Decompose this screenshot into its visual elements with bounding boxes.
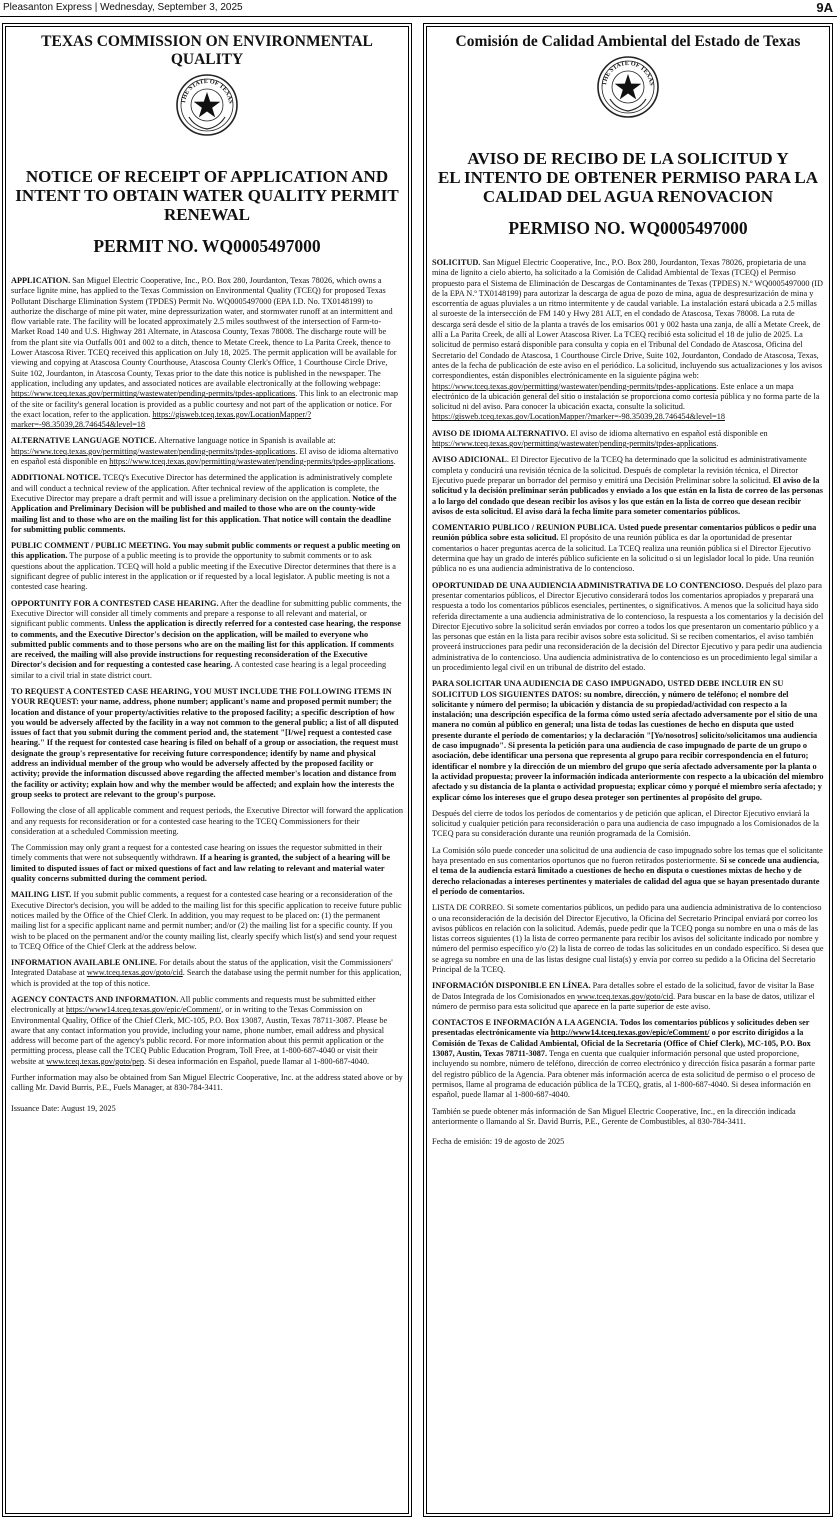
- pep-link[interactable]: www.tceq.texas.gov/goto/pep: [46, 1056, 145, 1066]
- masthead: [0, 0, 837, 17]
- additional-notice-paragraph: ADDITIONAL NOTICE. TCEQ's Executive Director has determined the application is administratively complete and will conduct a technical review of the application. After technical review of the application is complete, the Executive Director may prepare a draft permit and will issue a preliminary decision on the application. Notice of the Application and Preliminary Decision will be published and mailed to those who are on the county-wide mailing list and to those who are on the mailing list for this application. That notice will contain the deadline for submitting public comments.: [11, 473, 397, 534]
- mailing-list-paragraph: MAILING LIST. If you submit public comments, a request for a contested case hearing or a reconsideration of the Executive Director's decision, you will be added to the mailing list for this specific application to receive future public notices mailed by the Office of the Chief Clerk. In addition, you may request to be placed on: (1) the permanent mailing list for a specific applicant name and permit number; and/or (2) the mailing list for a specific county. If you wish to be placed on the permanent and/or the county mailing list, clearly specify which list(s) and send your request to TCEQ Office of the Chief Clerk at the address below.: [11, 890, 402, 951]
- page-number: 9A: [816, 0, 833, 15]
- aviso-adicional-paragraph: AVISO ADICIONAL. El Director Ejecutivo de la TCEQ ha determinado que la solicitud es administrativamente completa y conducirá una revisión técnica de la solicitud. Después de completar la revisión técnica, el Director Ejecutivo puede preparar un borrador del permiso y emitirá una Decisión Preliminar sobre la solicitud. El aviso de la solicitud y la decisión preliminar serán publicados y enviado a los que están en la lista de correo de las personas a lo largo del condado que desean recibir los avisos y los que están en la lista de correo que desean recibir avisos de esta solicitud. El aviso dará la fecha límite para someter comentarios públicos.: [432, 455, 823, 516]
- notice-title-english: NOTICE OF RECEIPT OF APPLICATION AND INTENT TO OBTAIN WATER QUALITY PERMIT RENEWAL: [15, 167, 399, 224]
- mapa-link[interactable]: https://gisweb.tceq.texas.gov/LocationMapper/?marker=-98.35039,28.746454&level=18: [432, 412, 725, 422]
- info-online-paragraph: INFORMATION AVAILABLE ONLINE. For details about the status of the application, visit the Commissioners' Integrated Database at www.tceq.texas.gov/goto/cid. Search the database using the permit number for this application, which is provided at the top of this notice.: [11, 958, 402, 988]
- alternative-language-paragraph: ALTERNATIVE LANGUAGE NOTICE. Alternative language notice in Spanish is available at: https://www.tceq.texas.gov/permitting/wastewater/pending-permits/tpdes-applications. El aviso de idioma alternativo en español está disponible en https://www.tceq.texas.gov/permitting/wastewater/pending-permits/tpdes-applications.: [11, 436, 399, 467]
- application-link[interactable]: https://www.tceq.texas.gov/permitting/wastewater/pending-permits/tpdes-applications: [11, 389, 296, 399]
- tambien-paragraph: También se puede obtener más información de San Miguel Electric Cooperative, Inc., en la dirección indicada anteriormente o llamando al Sr. David Burris, P.E., Gerente de Combustibles, al 830-784-3411.: [432, 1106, 796, 1126]
- request-hearing-paragraph: TO REQUEST A CONTESTED CASE HEARING, YOU MUST INCLUDE THE FOLLOWING ITEMS IN YOUR REQUEST: your name, address, phone number; applicant's name and proposed permit number; the location and distance of your property/activities relative to the proposed facility; a specific description of how you would be adversely affected by the facility in a way not common to the general public; a list of all disputed issues of fact that you submit during the comment period and, the statement "[I/we] request a contested case hearing." If the request for contested case hearing is filed on behalf of a group or association, the request must designate the group's representative for receiving future correspondence; identify by name and physical address an individual member of the group who would be adversely affected by the proposed facility or activity; provide the information discussed above regarding the affected member's location and distance from the facility or activity; explain how and why the member would be affected; and explain how the interests the group seeks to protect are relevant to the group's purpose.: [11, 686, 399, 799]
- application-paragraph: APPLICATION. San Miguel Electric Cooperative, Inc., P.O. Box 280, Jourdanton, Texas 78026, which owns a surface lignite mine, has applied to the Texas Commission on Environmental Quality (TCEQ) for proposed Texas Pollutant Discharge Elimination System (TPDES) Permit No. WQ0005497000 (EPA I.D. No. TX0148199) to authorize the discharge of mine pit water, mine depressurization water, and stormwater runoff at an intermittent and flow variable rate. The facility will be located approximately 2.5 miles southwest of the intersection of Farm-to-Market Road 140 and U.S. Highway 281 Alternate, in Atascosa County, Texas 78008. The discharge route will be from the plant site via Outfalls 001 and 002 to a ditch, thence to Metate Creek, thence to La Parita Creek, thence to Lower Atascosa River. TCEQ received this application on July 18, 2025. The permit application will be available for viewing and copying at Atascosa County Courthouse, Atascosa County Clerk's Office, 1 Courthouse Circle Drive, Suite 102, Jourdanton, in Atascosa County, Texas prior to the date this notice is published in the newspaper. The application, including any updates, and associated notices are available electronically at the following webpage: https://www.tceq.texas.gov/permitting/wastewater/pending-permits/tpdes-applications. This link to an electronic map of the site or facility's general location is provided as a public courtesy and not part of the application or notice. For the exact location, refer to the application. https://gisweb.tceq.texas.gov/LocationMapper/?marker=-98.35039,28.746454&level=18: [11, 276, 398, 430]
- agency-title-spanish: Comisión de Calidad Ambiental del Estado de Texas: [455, 33, 801, 50]
- despues-paragraph: Después del cierre de todos los períodos de comentarios y de petición que aplican, el Director Ejecutivo enviará la solicitud y cualquier petición para reconsideración o para una audiencia de caso impugnado a los Comisionados de la TCEQ para su consideración durante una reunión programada de la Comisión.: [432, 808, 819, 839]
- permit-number-spanish: PERMISO NO. WQ0005497000: [508, 218, 748, 238]
- contested-hearing-paragraph: OPPORTUNITY FOR A CONTESTED CASE HEARING. After the deadline for submitting public comments, the Executive Director will consider all timely comments and prepare a response to all relevant and material, or significant public comments. Unless the application is directly referred for a contested case hearing, the response to comments, and the Executive Director's decision on the application, will be mailed to everyone who submitted public comments and to those persons who are on the mailing list for this application. If comments are received, the mailing will also provide instructions for requesting reconsideration of the Executive Director's decision and for requesting a contested case hearing. A contested case hearing is a legal proceeding similar to a civil trial in state district court.: [11, 598, 402, 680]
- map-link[interactable]: https://gisweb.tceq.texas.gov/LocationMapper/?marker=-98.35039,28.746454&level=18: [11, 409, 312, 430]
- cid-link-es[interactable]: www.tceq.texas.gov/goto/cid: [577, 991, 673, 1001]
- informacion-linea-paragraph: INFORMACIÓN DISPONIBLE EN LÍNEA. Para detalles sobre el estado de la solicitud, favor de visitar la Base de Datos Integrada de los Comisionados en www.tceq.texas.gov/goto/cid. Para buscar en la base de datos, utilizar el número de permiso para esta solicitud que aparece en la parte superior de este aviso.: [432, 981, 815, 1011]
- following-paragraph: Following the close of all applicable comment and request periods, the Executive Director will forward the application and any requests for reconsideration or for a contested case hearing to the TCEQ Commissioners for their consideration at a scheduled Commission meeting.: [11, 806, 403, 836]
- publication-line: Pleasanton Express | Wednesday, September 3, 2025: [3, 2, 243, 13]
- oportunidad-audiencia-paragraph: OPORTUNIDAD DE UNA AUDIENCIA ADMINISTRATIVA DE LO CONTENCIOSO. Después del plazo para presentar comentarios públicos, el Director Ejecutivo considerará todos los comentarios apropiados y preparará una respuesta a todo los comentarios públicos esenciales, pertinentes, o significativos. A menos que la solicitud haya sido referida directamente a una audiencia administrativa de lo contencioso, la respuesta a los comentarios y la decisión del Director Ejecutivo sobre la solicitud serán enviados por correo a todos los que presentaron un comentario público y a las personas que están en la lista para recibir avisos sobre esta solicitud. Si se reciben comentarios, el aviso también proveerá instrucciones para pedir una reconsideración de la decisión del Director Ejecutivo y para pedir una audiencia administrativa de lo contencioso. Una audiencia administrativa de lo contencioso es un procedimiento legal similar a un procedimiento legal civil en un tribunal de distrito del estado.: [432, 580, 824, 672]
- idioma-link[interactable]: https://www.tceq.texas.gov/permitting/wastewater/pending-permits/tpdes-applications: [432, 439, 717, 449]
- alt-language-link-2[interactable]: https://www.tceq.texas.gov/permitting/wastewater/pending-permits/tpdes-applications: [109, 457, 394, 467]
- agency-title-english: TEXAS COMMISSION ON ENVIRONMENTAL QUALITY: [41, 33, 373, 68]
- seal-text: THE STATE OF TEXAS: [179, 77, 234, 105]
- further-info-paragraph: Further information may also be obtained from San Miguel Electric Cooperative, Inc. at the address stated above or by calling Mr. David Burris, P.E., Fuels Manager, at 830-784-3411.: [11, 1073, 403, 1093]
- cid-link[interactable]: www.tceq.texas.gov/goto/cid: [86, 968, 183, 978]
- solicitud-link[interactable]: https://www.tceq.texas.gov/permitting/wastewater/pending-permits/tpdes-applications: [432, 381, 717, 391]
- texas-seal-icon: [596, 55, 660, 119]
- comentario-publico-paragraph: COMENTARIO PUBLICO / REUNION PUBLICA. Usted puede presentar comentarios públicos o pedir una reunión pública sobre esta solicitud. El propósito de una reunión pública es dar la oportunidad de presentar comentarios o hacer preguntas acerca de la solicitud. La TCEQ realiza una reunión pública si el Director Ejecutivo determina que hay un grado de interés público suficiente en la solicitud o si un legislador local lo pide. Una reunión pública no es una audiencia administrativa de lo contencioso.: [432, 523, 817, 574]
- public-comment-paragraph: PUBLIC COMMENT / PUBLIC MEETING. You may submit public comments or request a public meeting on this application. The purpose of a public meeting is to provide the opportunity to submit comments or to ask questions about the application. TCEQ will hold a public meeting if the Executive Director determines that there is a significant degree of public interest in the application or if requested by a local legislator. A public meeting is not a contested case hearing.: [11, 541, 401, 592]
- notice-title-spanish: AVISO DE RECIBO DE LA SOLICITUD Y EL INTENTO DE OBTENER PERMISO PARA LA CALIDAD DEL AGUA RENOVACION: [437, 149, 819, 206]
- fecha-emision: Fecha de emisión: 19 de agosto de 2025: [432, 1137, 565, 1147]
- texas-seal-icon: [175, 73, 239, 137]
- commission-paragraph: The Commission may only grant a request for a contested case hearing on issues the requestor submitted in their timely comments that were not subsequently withdrawn. If a hearing is granted, the subject of a hearing will be limited to disputed issues of fact or mixed questions of fact and law relating to relevant and material water quality concerns submitted during the comment period.: [11, 843, 390, 884]
- ecomment-link-es[interactable]: http://www14.tceq.texas.gov/epic/eComment/: [550, 1028, 710, 1038]
- solicitar-audiencia-paragraph: PARA SOLICITAR UNA AUDIENCIA DE CASO IMPUGNADO, USTED DEBE INCLUIR EN SU SOLICITUD LOS SIGUIENTES DATOS: su nombre, dirección, y número de teléfono; el nombre del solicitante y número del permiso; la ubicación y distancia de su propiedad/actividad con respecto a la instalación; una descripción específica de la forma cómo usted sería afectado adversamente por el sitio de una manera no común al público en general; una lista de todas las cuestiones de hecho en disputa que usted presente durante el período de comentarios; y la declaración "[Yo/nosotros] solicito/solicitamos una audiencia de caso impugnado". Si presenta la petición para una audiencia de caso impugnado de parte de un grupo o asociación, debe identificar una persona que representa al grupo para recibir correspondencia en el futuro; identificar el nombre y la dirección de un miembro del grupo que sería afectado adversamente por la planta o la actividad propuesta; proveer la información indicada anteriormente con respecto a la ubicación del miembro afectado y su distancia de la planta o actividad propuesta; explicar cómo y porqué el miembro sería afectado; y explicar cómo los intereses que el grupo desea proteger son pertinentes al propósito del grupo.: [432, 679, 824, 802]
- alt-language-link[interactable]: https://www.tceq.texas.gov/permitting/wastewater/pending-permits/tpdes-applications: [11, 446, 296, 456]
- idioma-alternativo-paragraph: AVISO DE IDIOMA ALTERNATIVO. El aviso de idioma alternativo en español está disponible en https://www.tceq.texas.gov/permitting/wastewater/pending-permits/tpdes-applications.: [432, 428, 768, 449]
- solicitud-paragraph: SOLICITUD. San Miguel Electric Cooperative, Inc., P.O. Box 280, Jourdanton, Texas 78026, propietaria de una mina de lignito a cielo abierto, ha solicitado a la Comisión de Calidad Ambiental de Texas (TCEQ) el Permiso propuesto para el Sistema de Eliminación de Descargas de Contaminantes de Texas (TPDES) N.º WQ0005497000 (ID de la EPA N.º TX0148199) para autorizar la descarga de agua de pozo de mina, agua de despresurización de mina y escorrentía de aguas pluviales a un ritmo intermitente y de caudal variable. La instalación estará ubicada a 2.5 millas al suroeste de la intersección de FM 140 y Hwy 281 ALT, en el condado de Atascosa, Texas 78008. La ruta de descarga será desde el sitio de la planta a través de los emisarios 001 y 002 hasta una zanja, de allí a Metate Creek, de allí a La Parita Creek, de allí al Lower Atascosa River. La TCEQ recibió esta solicitud el 18 de julio de 2025. La solicitud de permiso estará disponible para consulta y copia en el Tribunal del Condado de Atascosa, Oficina del Secretario del Condado de Atascosa, 1 Courthouse Circle Drive, Suite 102, Jourdanton, Condado de Atascosa, Texas, antes de la fecha de publicación de este aviso en el periódico. La solicitud, incluyendo sus actualizaciones y los avisos correspondientes, están disponibles electrónicamente en la siguiente página web: https://www.tceq.texas.gov/permitting/wastewater/pending-permits/tpdes-applications. Este enlace a un mapa electrónico de la ubicación general del sitio o instalación se proporciona como cortesía pública y no forma parte de la solicitud ni del aviso. Para conocer la ubicación exacta, consulte la solicitud. https://gisweb.tceq.texas.gov/LocationMapper/?marker=-98.35039,28.746454&level=18: [432, 258, 824, 422]
- issuance-date: Issuance Date: August 19, 2025: [11, 1103, 116, 1113]
- english-notice-column: [2, 23, 412, 1517]
- contactos-paragraph: CONTACTOS E INFORMACIÓN A LA AGENCIA. Todos los comentarios públicos y solicitudes deben ser presentadas electrónicamente vía http://www14.tceq.texas.gov/epic/eComment/ o por escrito dirigidos a la Comisión de Texas de Calidad Ambiental, Oficial de la Secretaría (Office of Chief Clerk), MC-105, P.O. Box 13087, Austin, Texas 78711-3087. Tenga en cuenta que cualquier información personal que usted proporcione, incluyendo su nombre, número de teléfono, dirección de correo electrónico y dirección física pasarán a formar parte del registro público de la Agencia. Para obtener más información acerca de esta solicitud de permiso o el proceso de permisos, llame al programa de educación pública de la TCEQ, gratis, al 1-800-687-4040. Si desea información en español, puede llamar al 1-800-687-4040.: [432, 1018, 816, 1100]
- seal-text: THE STATE OF TEXAS: [600, 59, 655, 87]
- comision-paragraph: La Comisión sólo puede conceder una solicitud de una audiencia de caso impugnado sobre los temas que el solicitante haya presentado en sus comentarios oportunos que no fueron retirados posteriormente. Si se concede una audiencia, el tema de la audiencia estará limitado a cuestiones de hecho en disputa o cuestiones mixtas de hecho y de derecho relacionadas a intereses pertinentes y materiales de calidad del agua que se hayan presentado durante el período de comentarios.: [432, 845, 823, 896]
- lista-correo-paragraph: LISTA DE CORREO. Si somete comentarios públicos, un pedido para una audiencia administrativa de lo contencioso o una reconsideración de la decisión del Director Ejecutivo, la Oficina del Secretario Principal enviará por correo los avisos públicos en relación con la solicitud. Además, puede pedir que la TCEQ ponga su nombre en una o más de las listas correos siguientes (1) la lista de correo permanente para recibir los avisos del solicitante indicado por nombre y número del permiso específico y/o (2) la lista de correo de todas las solicitudes en un condado específico. Si desea que se agrega su nombre en una de las listas designe cual lista(s) y envía por correo su pedido a la Oficina del Secretario Principal de la TCEQ.: [432, 903, 824, 974]
- permit-number-english: PERMIT NO. WQ0005497000: [93, 236, 321, 256]
- agency-contacts-paragraph: AGENCY CONTACTS AND INFORMATION. All public comments and requests must be submitted either electronically at https://www14.tceq.texas.gov/epic/eComment/, or in writing to the Texas Commission on Environmental Quality, Office of the Chief Clerk, MC-105, P.O. Box 13087, Austin, Texas 78711-3087. Please be aware that any contact information you provide, including your name, phone number, email address and physical address will become part of the agency's public record. For more information about this permit application or the permitting process, please call the TCEQ Public Education Program, Toll Free, at 1-800-687-4040 or visit their website at www.tceq.texas.gov/goto/pep. Si desea información en Español, puede llamar al 1-800-687-4040.: [11, 995, 388, 1066]
- ecomment-link[interactable]: https://www14.tceq.texas.gov/epic/eComment/: [65, 1005, 222, 1015]
- spanish-notice-column: [423, 23, 833, 1517]
